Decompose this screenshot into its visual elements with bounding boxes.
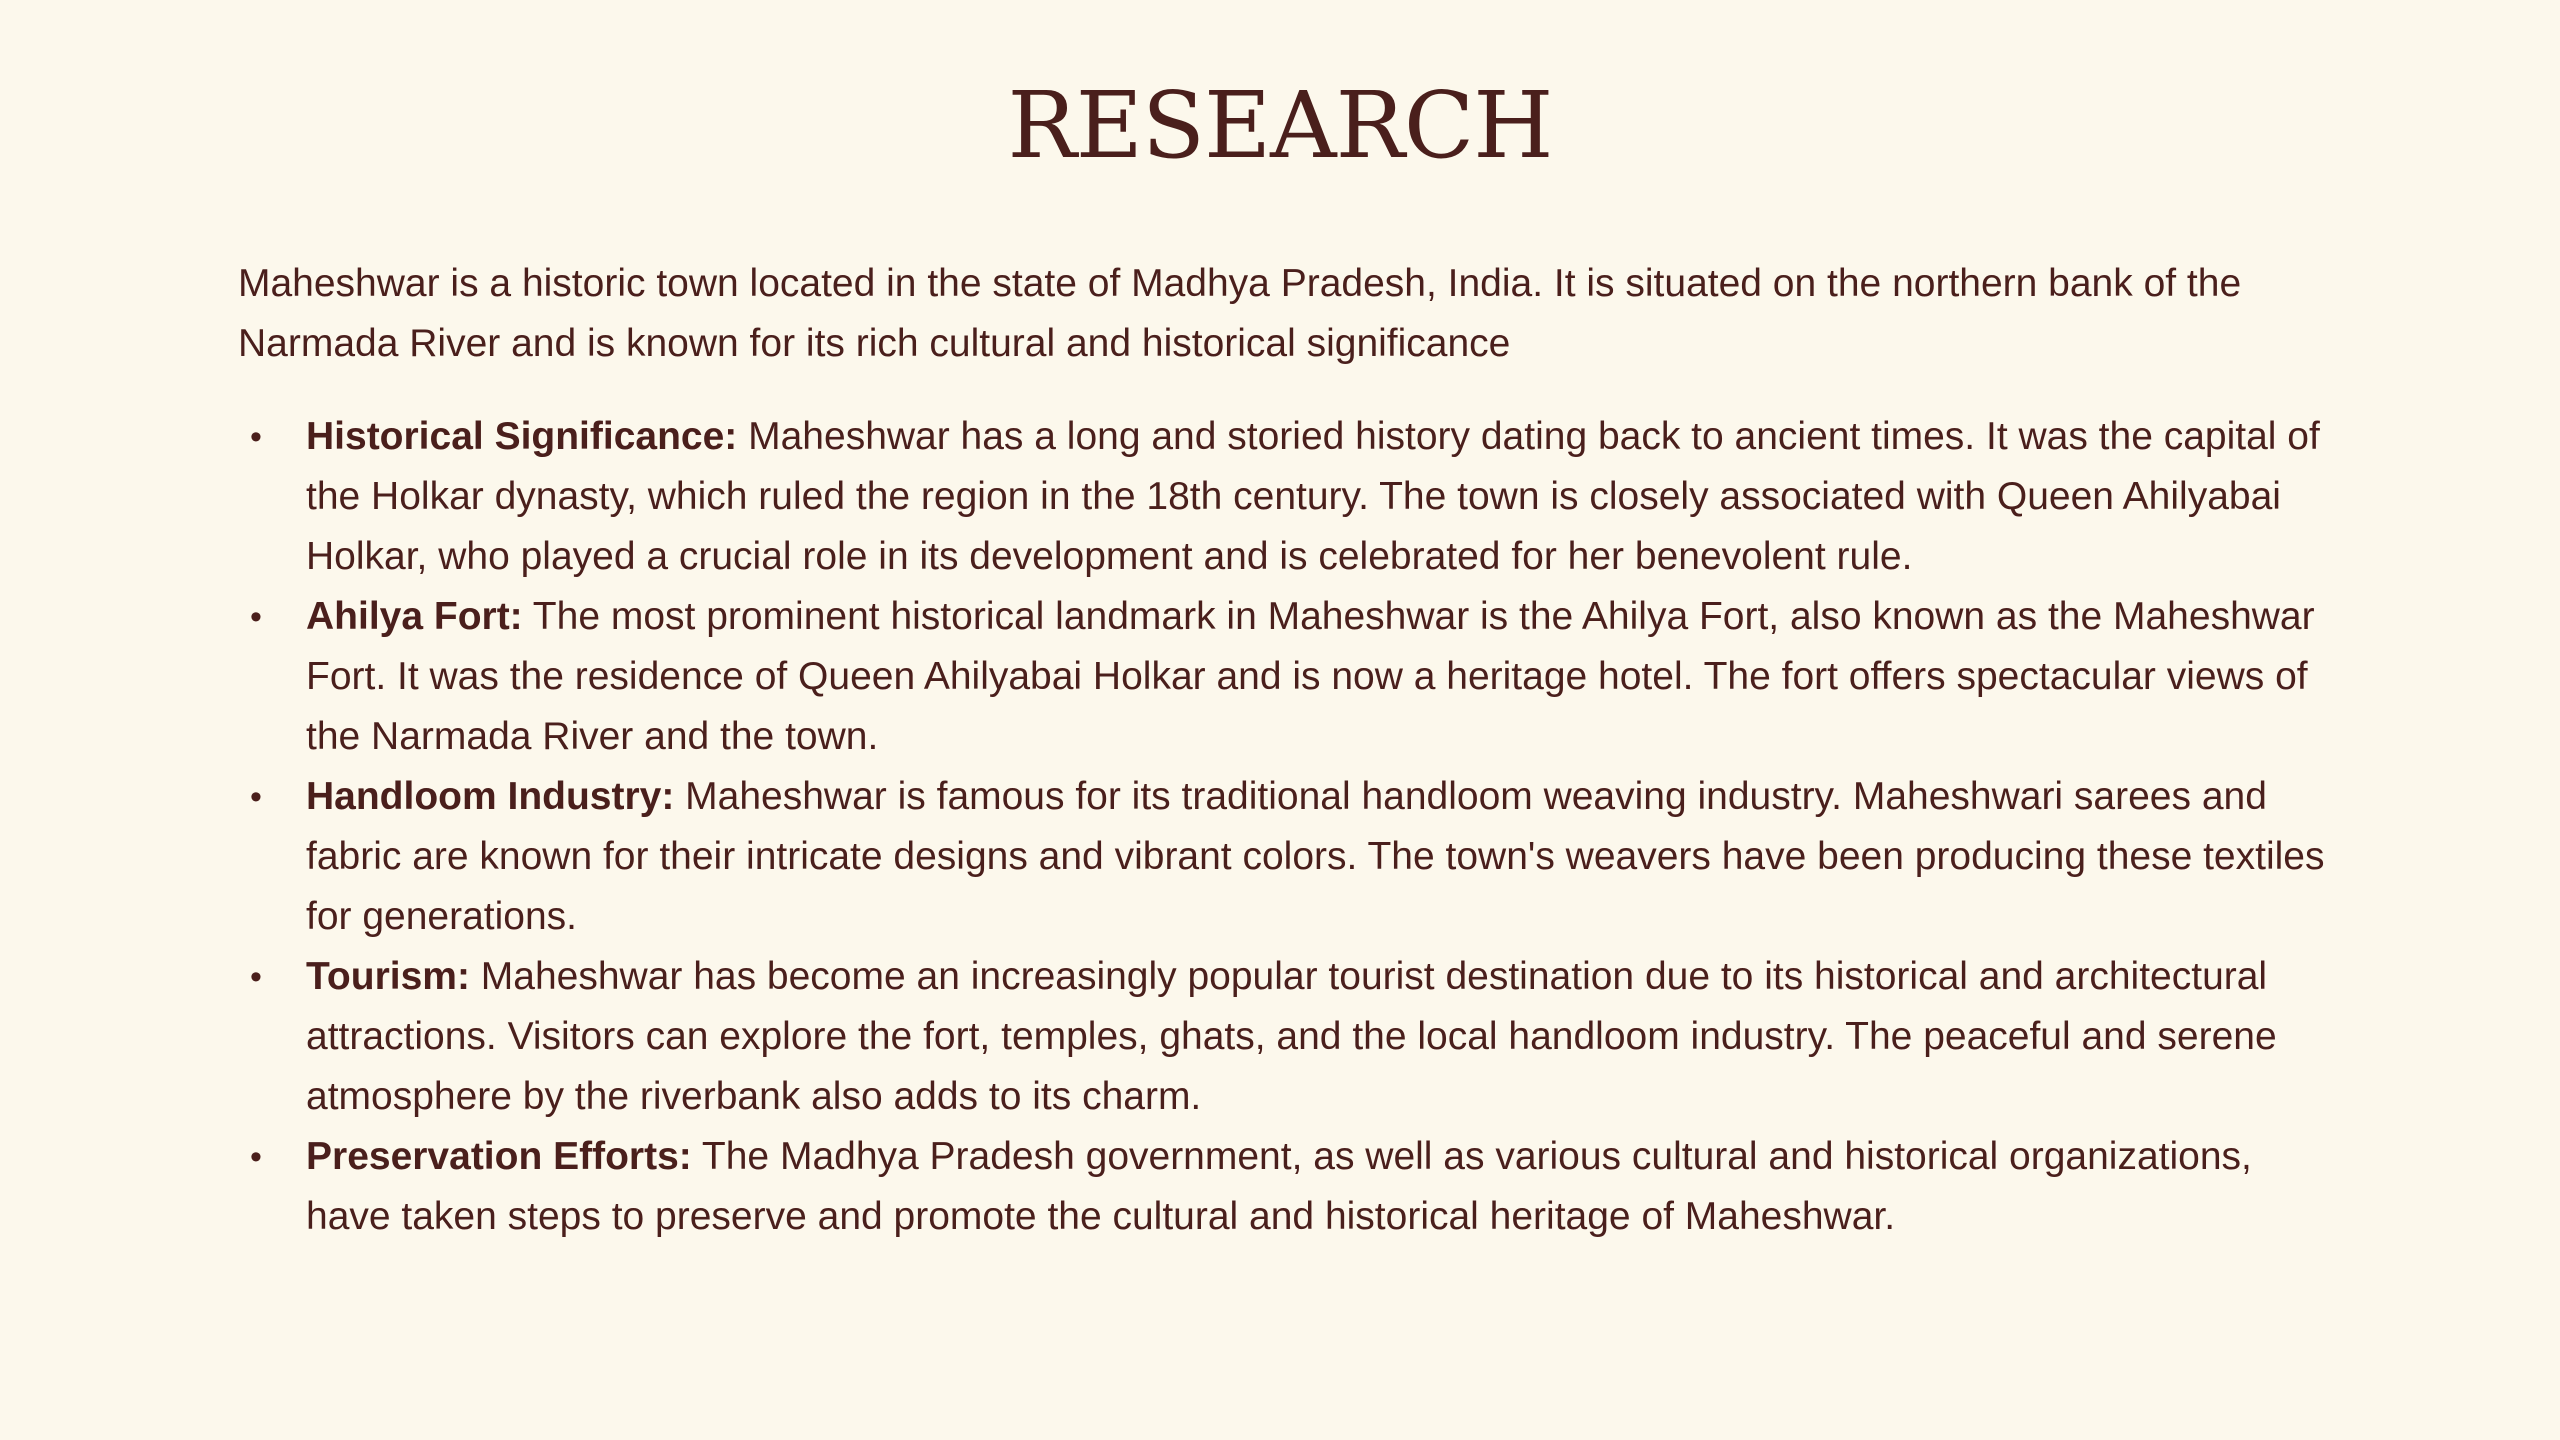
bullet-icon: • [250,1138,262,1176]
intro-paragraph: Maheshwar is a historic town located in the state of Madhya Pradesh, India. It is situated on the northern bank of the Narmada River and is known for its rich cultural and historical significance [238,262,2242,365]
item-text: Maheshwar has a long and storied history dating back to ancient times. It was the capital of the Holkar dynasty, which ruled the region in the 18th century. The town is closely associated with Queen Ahilyabai Holkar, who played a crucial role in its development and is celebrated for her benevolent rule. [306,415,2320,578]
bullet-icon: • [250,958,262,996]
item-title: Historical Significance: [306,415,738,458]
item-text: Maheshwar is famous for its traditional handloom weaving industry. Maheshwari sarees and fabric are known for their intricate designs and vibrant colors. The town's weavers have been producing these textiles for generations. [306,775,2325,938]
page-title: RESEARCH [1007,72,1553,179]
item-text: The Madhya Pradesh government, as well as various cultural and historical organizations, have taken steps to preserve and promote the cultural and historical heritage of Maheshwar. [306,1135,2252,1238]
item-text: Maheshwar has become an increasingly popular tourist destination due to its historical and architectural attractions. Visitors can explore the fort, temples, ghats, and the local handloom industry. The peaceful and serene atmosphere by the riverbank also adds to its charm. [306,955,2277,1118]
item-text: The most prominent historical landmark in Maheshwar is the Ahilya Fort, also known as the Maheshwar Fort. It was the residence of Queen Ahilyabai Holkar and is now a heritage hotel. The fort offers spectacular views of the Narmada River and the town. [306,595,2315,758]
list-item [238,767,2338,947]
research-list [238,407,2338,1247]
item-title: Preservation Efforts: [306,1135,692,1178]
list-item [238,1127,2338,1247]
bullet-icon: • [250,418,262,456]
bullet-icon: • [250,778,262,816]
bullet-icon: • [250,598,262,636]
list-item [238,587,2338,767]
item-title: Tourism: [306,955,470,998]
item-title: Ahilya Fort: [306,595,523,638]
list-item [238,407,2338,587]
list-item [238,947,2338,1127]
item-title: Handloom Industry: [306,775,675,818]
